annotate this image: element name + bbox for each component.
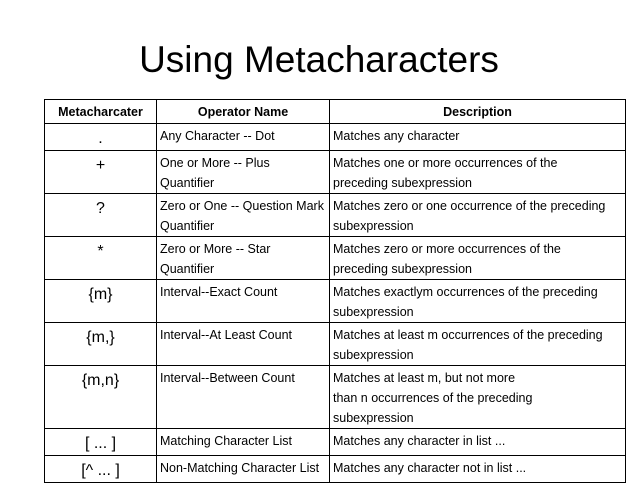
metacharacter-cell: [ ... ] — [45, 429, 157, 456]
description-line: Matches exactlym occurrences of the preceding — [333, 285, 598, 299]
description-cell — [330, 124, 626, 151]
description-line: preceding subexpression — [333, 176, 472, 190]
metacharacters-table — [44, 99, 626, 483]
operator-name-line: Quantifier — [160, 219, 215, 233]
operator-name-line: Quantifier — [160, 262, 215, 276]
table-row — [45, 366, 626, 429]
description-line: Matches zero or more occurrences of the — [333, 242, 561, 256]
operator-name-cell — [157, 124, 330, 151]
table-row — [45, 429, 626, 456]
description-line: subexpression — [333, 305, 414, 319]
table-row — [45, 194, 626, 237]
header-operator-name: Operator Name — [157, 100, 330, 124]
description-line: Matches at least m, but not more — [333, 371, 516, 385]
header-metacharacter: Metacharcater — [45, 100, 157, 124]
operator-name-cell — [157, 151, 330, 194]
description-line: Matches one or more occurrences of the — [333, 156, 558, 170]
operator-name-line: Zero or More -- Star — [160, 242, 271, 256]
description-line: Matches any character in list ... — [333, 434, 506, 448]
metacharacter-cell: {m,} — [45, 323, 157, 366]
metacharacter-cell: * — [45, 237, 157, 280]
table-row — [45, 280, 626, 323]
description-cell — [330, 194, 626, 237]
table-row — [45, 237, 626, 280]
description-cell — [330, 456, 626, 483]
metacharacter-cell: . — [45, 124, 157, 151]
operator-name-line: Interval--Exact Count — [160, 285, 278, 299]
metacharacter-cell: {m,n} — [45, 366, 157, 429]
description-line: Matches at least m occurrences of the preceding — [333, 328, 603, 342]
operator-name-line: Interval--Between Count — [160, 371, 295, 385]
description-line: Matches zero or one occurrence of the preceding — [333, 199, 606, 213]
operator-name-line: One or More -- Plus — [160, 156, 270, 170]
description-cell — [330, 366, 626, 429]
metacharacter-cell: [^ ... ] — [45, 456, 157, 483]
description-cell — [330, 237, 626, 280]
operator-name-cell — [157, 456, 330, 483]
description-cell — [330, 151, 626, 194]
table-header-row — [45, 100, 626, 124]
operator-name-line: Matching Character List — [160, 434, 293, 448]
operator-name-cell — [157, 280, 330, 323]
description-line: subexpression — [333, 348, 414, 362]
description-line: subexpression — [333, 219, 414, 233]
operator-name-cell — [157, 323, 330, 366]
operator-name-line: Zero or One -- Question Mark — [160, 199, 324, 213]
metacharacter-cell: + — [45, 151, 157, 194]
operator-name-line: Interval--At Least Count — [160, 328, 293, 342]
description-line: subexpression — [333, 411, 414, 425]
operator-name-cell — [157, 429, 330, 456]
table-row — [45, 124, 626, 151]
operator-name-line: Quantifier — [160, 176, 215, 190]
description-line: preceding subexpression — [333, 262, 472, 276]
description-cell — [330, 323, 626, 366]
header-description: Description — [330, 100, 626, 124]
operator-name-cell — [157, 366, 330, 429]
description-cell — [330, 280, 626, 323]
description-line: than n occurrences of the preceding — [333, 391, 533, 405]
metacharacter-cell: ? — [45, 194, 157, 237]
operator-name-cell — [157, 237, 330, 280]
description-line: Matches any character not in list ... — [333, 461, 527, 475]
operator-name-line: Any Character -- Dot — [160, 129, 275, 143]
operator-name-cell — [157, 194, 330, 237]
operator-name-line: Non-Matching Character List — [160, 461, 320, 475]
slide-title: Using Metacharacters — [139, 39, 499, 80]
description-line: Matches any character — [333, 129, 460, 143]
metacharacter-cell: {m} — [45, 280, 157, 323]
table-row — [45, 151, 626, 194]
table-row — [45, 456, 626, 483]
table-row — [45, 323, 626, 366]
description-cell — [330, 429, 626, 456]
